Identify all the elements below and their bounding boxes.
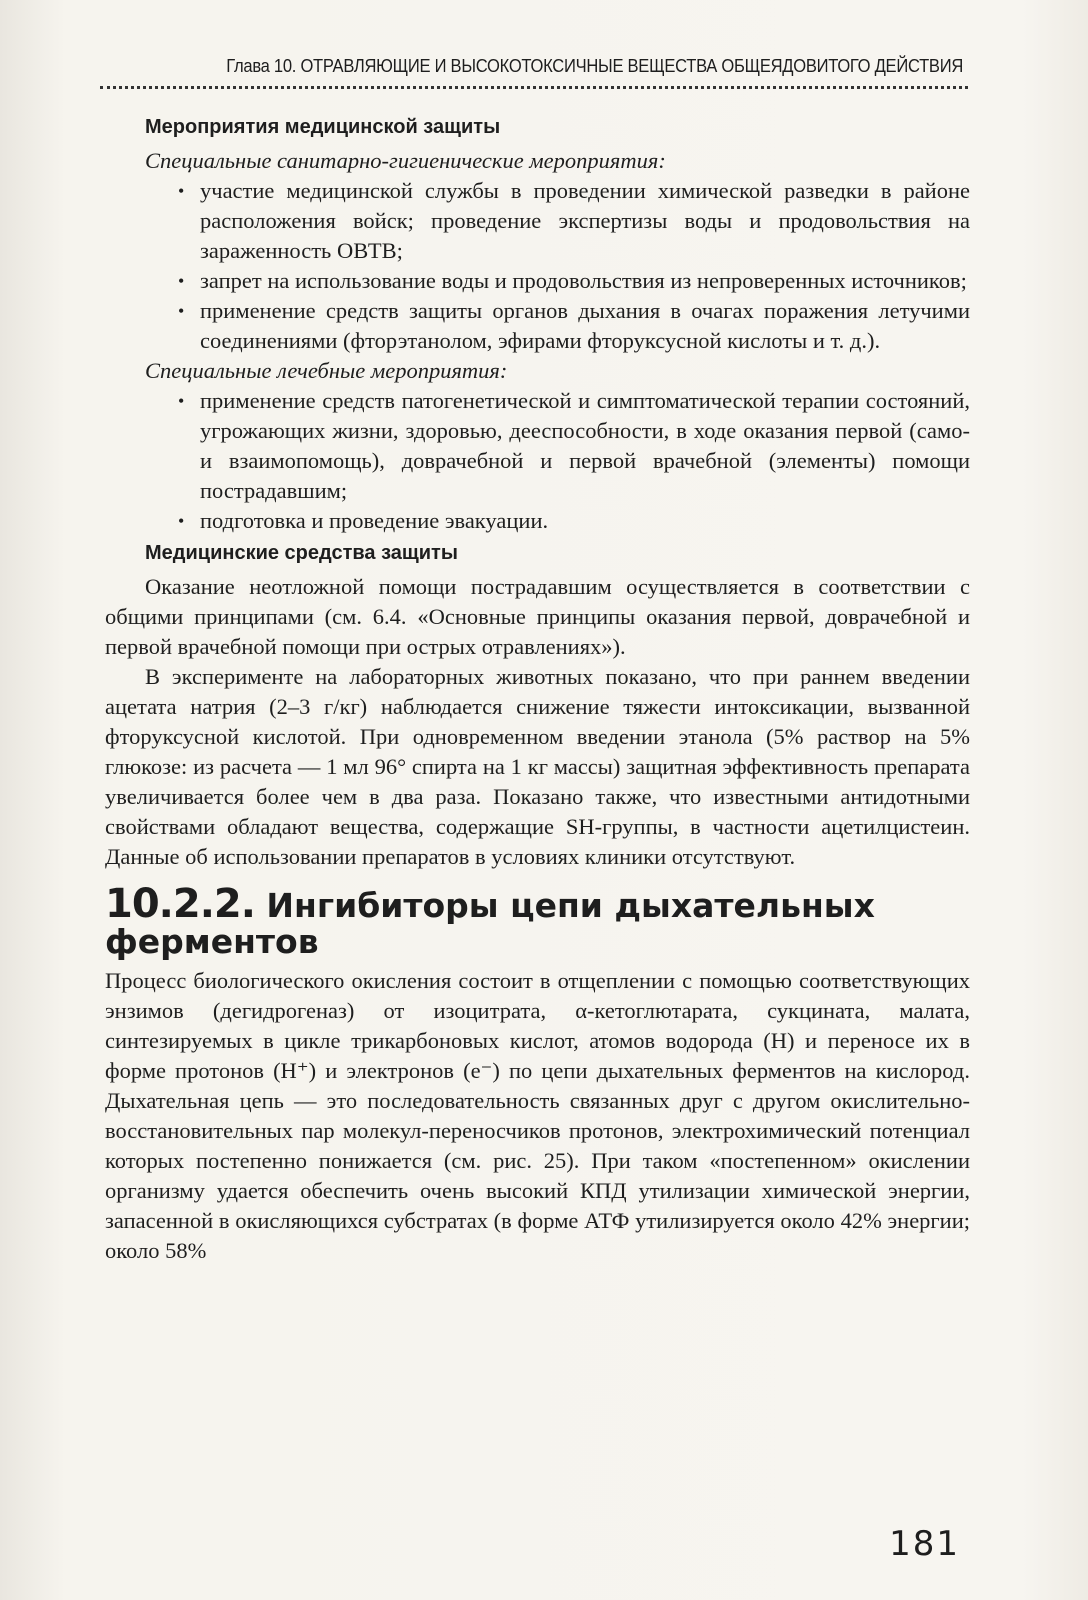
list-item: • запрет на использование воды и продовольствия из непроверенных источников; <box>200 266 970 296</box>
paragraph: Процесс биологического окисления состоит в отщеплении с помощью соответствующих энзимов (дегидрогеназ) от изоцитрата, α-кетоглютарата, сукцината, малата, синтезируемых в цикле трикарбоновых кислот, атомов водорода (Н) и переносе их в форме протонов (Н⁺) и электронов (е⁻) по цепи дыхательных ферментов на кислород. Дыхательная цепь — это последовательность связанных друг с другом окислительно-восстановительных пар молекул-переносчиков протонов, электрохимический потенциал которых постепенно понижается (см. рис. 25). При таком «постепенном» окислении организму удается обеспечить очень высокий КПД утилизации химической энергии, запасенной в окисляющихся субстратах (в форме АТФ утилизируется около 42% энергии; около 58% <box>105 968 970 1263</box>
list-item: • применение средств защиты органов дыхания в очагах поражения летучими соединениями (фторэтанолом, эфирами фторуксусной кислоты и т. д.). <box>200 296 970 356</box>
heading-medical-means: Медицинские средства защиты <box>145 542 458 564</box>
heading-treatment-measures: Специальные лечебные мероприятия: <box>145 358 508 383</box>
treatment-measures-list <box>105 386 970 536</box>
heading-medical-protection: Мероприятия медицинской защиты <box>145 116 501 138</box>
header-rule <box>100 86 968 89</box>
heading-sanitary-measures: Специальные санитарно-гигиенические мероприятия: <box>145 148 666 173</box>
list-item: • участие медицинской службы в проведении химической разведки в районе расположения войск; проведение экспертизы воды и продовольствия на зараженность ОВТВ; <box>200 176 970 266</box>
paragraph: Оказание неотложной помощи пострадавшим осуществляется в соответствии с общими принципами (см. 6.4. «Основные принципы оказания первой, доврачебной и первой врачебной помощи при острых отравлениях»). <box>105 574 970 659</box>
list-item: • применение средств патогенетической и симптоматической терапии состояний, угрожающих жизни, здоровью, дееспособности, в ходе оказания первой (само- и взаимопомощь), доврачебной и первой врачебной (элементы) помощи пострадавшим; <box>200 386 970 506</box>
sanitary-measures-list <box>105 176 970 356</box>
paragraph: В эксперименте на лабораторных животных показано, что при раннем введении ацетата натрия (2–3 г/кг) наблюдается снижение тяжести интоксикации, вызванной фторуксусной кислотой. При одновременном введении этанола (5% раствор на 5% глюкозе: из расчета — 1 мл 96° спирта на 1 кг массы) защитная эффективность препарата увеличивается более чем в два раза. Показано также, что известными антидотными свойствами обладают вещества, содержащие SH-группы, в частности ацетилцистеин. Данные об использовании препаратов в условиях клиники отсутствуют. <box>105 664 970 869</box>
section-title <box>105 881 970 961</box>
section-number: 10.2.2. <box>105 881 255 927</box>
list-item: • подготовка и проведение эвакуации. <box>200 506 970 536</box>
running-head: Глава 10. ОТРАВЛЯЮЩИЕ И ВЫСОКОТОКСИЧНЫЕ ВЕЩЕСТВА ОБЩЕЯДОВИТОГО ДЕЙСТВИЯ <box>226 56 964 76</box>
page-body <box>105 110 970 1266</box>
page-number: 181 <box>889 1524 960 1564</box>
section-title-text: Ингибиторы цепи дыхательных ферментов <box>105 886 875 961</box>
